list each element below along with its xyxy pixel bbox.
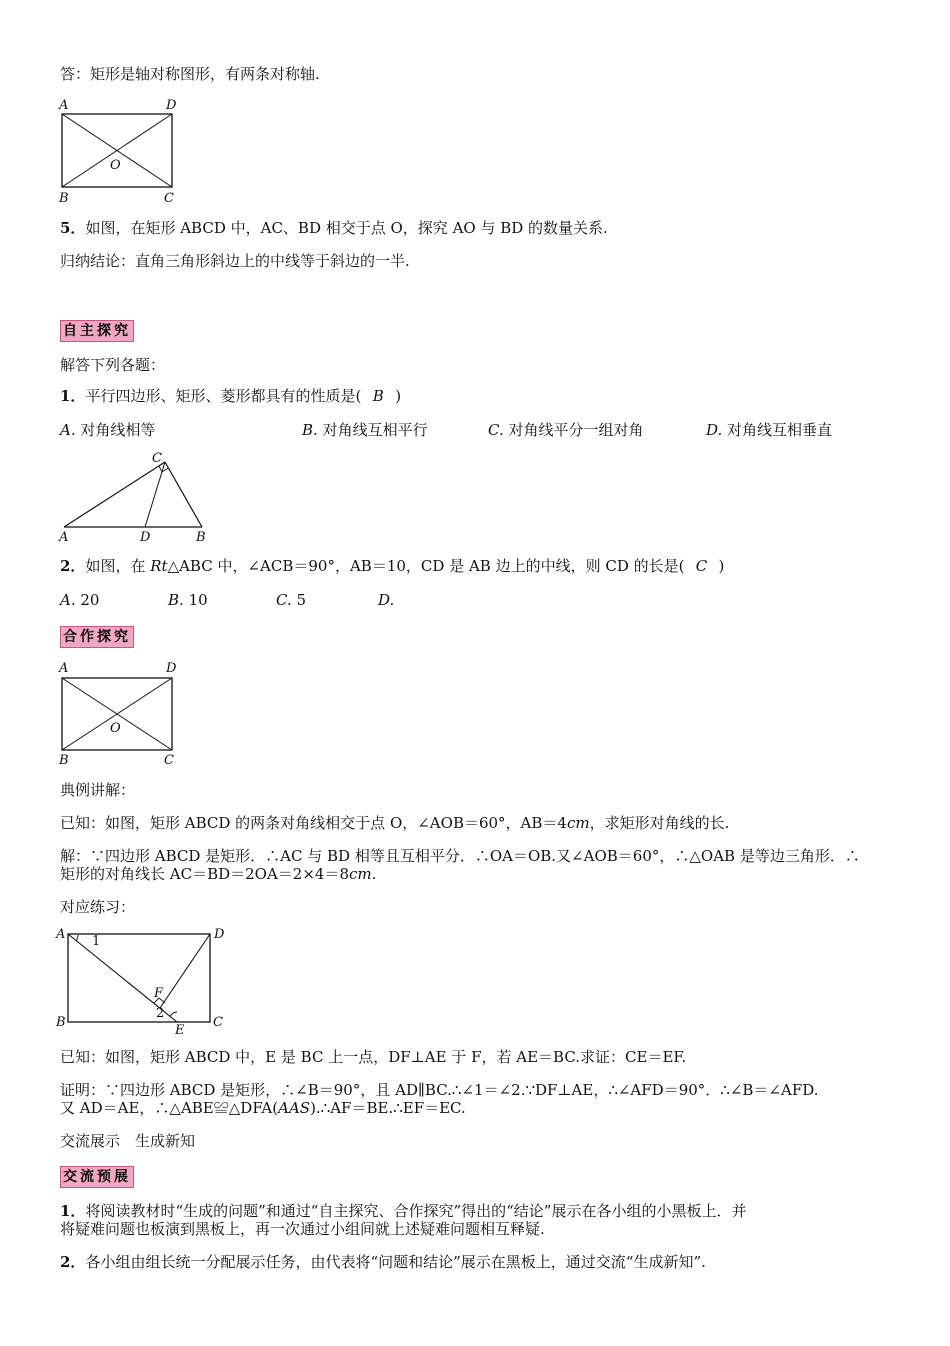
- q2-close: ): [718, 557, 725, 575]
- section-exchange-heading: 交流预展: [60, 1166, 134, 1188]
- fig3-label-o: O: [110, 721, 121, 736]
- exchange-item-2: 2．各小组由组长统一分配展示任务，由代表将“问题和结论”展示在黑板上，通过交流“生成新知”.: [60, 1253, 706, 1271]
- q2-text: △ABC 中，∠ACB＝90°，AB＝10，CD 是 AB 边上的中线，则 CD 的长是(: [167, 557, 685, 575]
- conclusion: 归纳结论：直角三角形斜边上的中线等于斜边的一半.: [60, 252, 410, 270]
- q2-option-b: B. 10: [168, 591, 208, 609]
- exchange-item-1-line-2: 将疑难问题也板演到黑板上，再一次通过小组间就上述疑难问题相互释疑.: [60, 1220, 545, 1238]
- exchange-item-1-line-1: 1．将阅读教材时“生成的问题”和通过“自主探究、合作探究”得出的“结论”展示在各小组的小黑板上．并: [60, 1202, 747, 1220]
- fig4-label-e: E: [175, 1023, 185, 1036]
- fig3-label-b: B: [59, 753, 69, 768]
- section-self-explore-heading: 自主探究: [60, 320, 134, 342]
- q1-option-b: B. 对角线互相平行: [302, 421, 428, 439]
- fig3-label-d: D: [166, 661, 177, 676]
- practice-title: 对应练习：: [60, 898, 136, 916]
- q1-option-a: A. 对角线相等: [60, 421, 156, 439]
- q2-option-d: D.: [378, 591, 395, 609]
- intro-answer: 答：矩形是轴对称图形，有两条对称轴.: [60, 65, 320, 83]
- q5-text: 如图，在矩形 ABCD 中，AC、BD 相交于点 O，探究 AO 与 BD 的数量关系.: [85, 219, 608, 237]
- q2-answer: C: [695, 557, 708, 575]
- question-2: 2．如图，在 Rt△ABC 中，∠ACB＝90°，AB＝10，CD 是 AB 边上的中线，则 CD 的长是( C ): [60, 557, 725, 575]
- fig1-label-b: B: [59, 191, 69, 206]
- fig1-label-a: A: [59, 98, 69, 113]
- question-1: [60, 386, 401, 406]
- question-5: [60, 218, 608, 238]
- section-cooperate-heading: 合作探究: [60, 626, 134, 648]
- fig2-label-b: B: [196, 530, 206, 545]
- proof-line-2: 又 AD＝AE，∴△ABE≌△DFA(AAS).∴AF＝BE.∴EF＝EC.: [60, 1099, 466, 1117]
- fig3-label-c: C: [164, 753, 174, 768]
- q2-option-a: A. 20: [60, 591, 100, 609]
- example-given: 已知：如图，矩形 ABCD 的两条对角线相交于点 O，∠AOB＝60°，AB＝4cm，求矩形对角线的长.: [60, 814, 730, 832]
- q1-option-c: C. 对角线平分一组对角: [488, 421, 644, 439]
- q1-answer: B: [372, 387, 384, 405]
- rectangle-figure-2: [56, 658, 186, 770]
- q2-number: 2．: [60, 557, 86, 575]
- q2-option-c: C. 5: [276, 591, 307, 609]
- fig4-label-1: 1: [92, 934, 101, 949]
- example-solution-line-1: 解：∵四边形 ABCD 是矩形．∴AC 与 BD 相等且互相平分．∴OA＝OB.又∠AOB＝60°，∴△OAB 是等边三角形．∴: [60, 847, 860, 865]
- q1-option-d: D. 对角线互相垂直: [706, 421, 833, 439]
- rectangle-figure-3: [54, 924, 234, 1036]
- self-intro: 解答下列各题：: [60, 356, 166, 374]
- fig4-label-a: A: [56, 927, 66, 942]
- fig4-label-2: 2: [156, 1006, 165, 1021]
- fig2-label-d: D: [140, 530, 151, 545]
- rectangle-figure-1: [56, 96, 186, 208]
- exchange-line: 交流展示 生成新知: [60, 1132, 196, 1150]
- q1-number: 1．: [60, 387, 86, 405]
- example-title: 典例讲解：: [60, 781, 136, 799]
- fig1-label-c: C: [164, 191, 174, 206]
- fig3-label-a: A: [59, 661, 69, 676]
- proof-line-1: 证明：∵四边形 ABCD 是矩形，∴∠B＝90°，且 AD∥BC.∴∠1＝∠2.∵DF⊥AE，∴∠AFD＝90°．∴∠B＝∠AFD.: [60, 1081, 819, 1099]
- fig4-label-f: F: [154, 986, 164, 1001]
- q1-close: ): [395, 387, 402, 405]
- practice-given: 已知：如图，矩形 ABCD 中，E 是 BC 上一点，DF⊥AE 于 F，若 AE＝BC.求证：CE＝EF.: [60, 1048, 687, 1066]
- fig1-label-o: O: [110, 158, 121, 173]
- q2-rt: Rt: [150, 557, 168, 575]
- fig2-label-c: C: [152, 451, 162, 466]
- example-solution-line-2: 矩形的对角线长 AC＝BD＝2OA＝2×4＝8cm.: [60, 865, 377, 883]
- fig4-label-d: D: [214, 927, 225, 942]
- fig2-label-a: A: [59, 530, 69, 545]
- fig4-label-c: C: [213, 1015, 223, 1030]
- fig4-label-b: B: [56, 1015, 66, 1030]
- q5-number: 5．: [60, 219, 86, 237]
- q1-text: 平行四边形、矩形、菱形都具有的性质是(: [85, 387, 362, 405]
- triangle-figure: [56, 450, 216, 545]
- fig1-label-d: D: [166, 98, 177, 113]
